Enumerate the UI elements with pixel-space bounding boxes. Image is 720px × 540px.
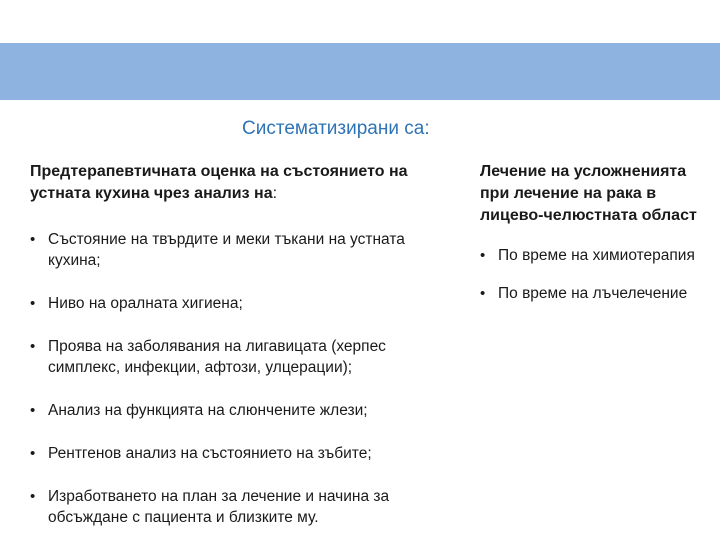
list-item	[30, 229, 440, 271]
list-item	[480, 283, 700, 304]
list-item	[30, 486, 440, 528]
left-heading-text: Предтерапевтичната оценка на състоянието на устната кухина чрез анализ на	[30, 163, 408, 202]
slide-subtitle: Систематизирани са:	[242, 118, 430, 139]
bullet-icon: •	[30, 445, 36, 462]
bullet-icon: •	[30, 338, 36, 355]
list-item	[30, 336, 440, 378]
list-item-text: Рентгенов анализ на състоянието на зъбите;	[48, 445, 372, 462]
bullet-icon: •	[480, 285, 486, 302]
right-column	[480, 161, 700, 321]
list-item	[480, 245, 700, 266]
left-column	[30, 161, 440, 540]
bullet-icon: •	[480, 247, 486, 264]
left-heading-colon: :	[272, 185, 278, 202]
list-item-text: Анализ на функцията на слюнчените жлези;	[48, 402, 368, 419]
list-item-text: Ниво на оралната хигиена;	[48, 295, 243, 312]
bullet-icon: •	[30, 295, 36, 312]
list-item	[30, 293, 440, 314]
list-item	[30, 400, 440, 421]
bullet-icon: •	[30, 402, 36, 419]
bullet-icon: •	[30, 231, 36, 248]
list-item-text: Състояние на твърдите и меки тъкани на устната кухина;	[48, 231, 405, 269]
list-item-text: По време на лъчелечение	[498, 285, 688, 302]
bullet-icon: •	[30, 488, 36, 505]
list-item-text: Проява на заболявания на лигавицата (херпес симплекс, инфекции, афтози, улцерации);	[48, 338, 386, 376]
left-bullet-list	[30, 229, 440, 528]
list-item	[30, 443, 440, 464]
left-heading	[30, 161, 440, 205]
list-item-text: Изработването на план за лечение и начина за обсъждане с пациента и близките му.	[48, 488, 390, 526]
list-item-text: По време на химиотерапия	[498, 247, 695, 264]
header-band	[0, 43, 720, 100]
right-heading: Лечение на усложненията при лечение на рака в лицево-челюстната област	[480, 163, 697, 224]
right-bullet-list	[480, 245, 700, 304]
